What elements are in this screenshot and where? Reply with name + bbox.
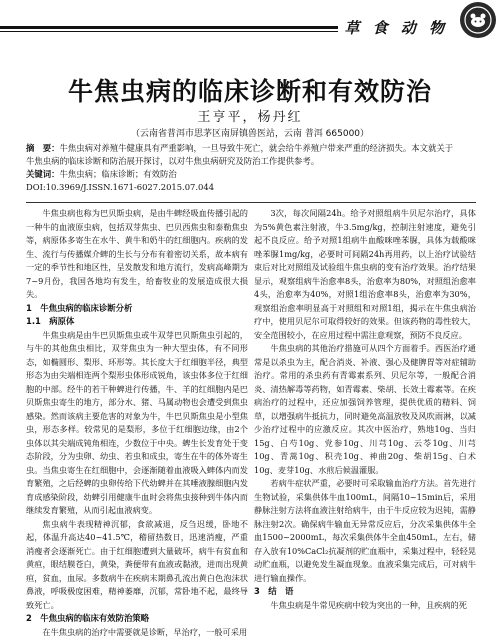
abstract-block bbox=[26, 142, 476, 194]
abstract-text-2: 牛焦虫病的临床诊断和防治展开探讨，以对牛焦虫病研究及防治工作提供参考。 bbox=[26, 156, 319, 166]
body-paragraph: 焦虫病牛表现精神沉郁，食欲减退，反刍迟缓，卧地不起，体温升高达40~41.5℃，稽留热数日，迅速消瘦，严重消瘦者会逐渐死亡。由于红细胞遭到大量破坏，病牛有贫血和黄疸，眼结膜苍白，黄染，粪便带有血液或黏液，进而出现黄疸，贫血，血尿。多数病牛在疾病末期鼻孔流出黄白色泡沫状鼻液，呼吸极度困难，精神萎靡，沉郁，常卧地不起，最终导致死亡。 bbox=[26, 518, 248, 613]
left-column bbox=[26, 207, 248, 548]
abstract-divider bbox=[26, 202, 476, 203]
section-heading: 3 结 语 bbox=[254, 585, 476, 599]
abstract-text-1: 牛焦虫病对养殖牛健康具有严重影响，一旦导致牛死亡，就会给牛养殖户带来严重的经济损失。本文就关于 bbox=[60, 143, 454, 153]
article-title: 牛焦虫病的临床诊断和有效防治 bbox=[0, 72, 500, 108]
abstract-label: 摘 要： bbox=[26, 143, 60, 153]
section-heading: 1.1 病原体 bbox=[26, 315, 248, 329]
abstract-line bbox=[26, 155, 476, 168]
body-paragraph: 牛焦虫病是由牛巴贝斯焦虫或牛双芽巴贝斯焦虫引起的，与牛的其他焦虫相比，双芽焦虫为一种大型虫体，有不同形态，如椭圆形、梨形、环形等。其长度大于红细胞半径，典型形态为由尖端相连两个梨形虫体形成锐角，该虫体多位于红细胞的中部。经牛的若干种蜱进行传播，牛、羊的红细胞内是巴贝斯焦虫寄生的地方，部分水、猪、马属动物也会遭受到焦虫感染。然而该病主要危害的对象为牛，牛巴贝斯焦虫是小型焦虫，形态多样。较常见的是梨形，多位于红细胞边缘，由2个虫体以其尖端成钝角相连，少数位于中央。蜱生长发育处于变态阶段，分为虫卵、幼虫、若虫和成虫，寄生在牛的体外寄生虫。当焦虫寄生在红细胞中，会逐渐随着血液吸入蜱体内而发育繁殖，之后经蜱的虫卵传给下代幼蜱并在其唾液腺细胞内发育成感染阶段，幼蜱引用健康牛血时会将焦虫接种到牛体内而继续发育繁殖，从而引起血液病变。 bbox=[26, 329, 248, 518]
keywords-text: 牛焦虫病；临床诊断；有效防治 bbox=[60, 169, 177, 179]
keywords-label: 关键词： bbox=[26, 169, 60, 179]
section-heading: 1 牛焦虫病的临床诊断分析 bbox=[26, 302, 248, 316]
article-affiliation: （云南省普洱市思茅区南屏镇兽医站，云南 普洱 665000） bbox=[0, 126, 500, 139]
section-name: 草 食 动 物 bbox=[338, 17, 454, 38]
body-paragraph: 牛焦虫病是牛常见疾病中较为突出的一种，且疾病的死 bbox=[254, 599, 476, 613]
keywords-line bbox=[26, 168, 476, 181]
body-paragraph: 牛焦虫病的其他治疗措施可从四个方面着手。西医治疗通常是以杀虫为主，配合消炎、补液、强心及健脾胃等对症辅助治疗。常用的杀虫药有青霉素系列、贝尼尔等，一般配合消炎、清热解毒等药物，如青霉素、柴胡、长效土霉素等。在疾病治疗的过程中，还应加强饲养管理，提供优质的精料、饲草，以增强病牛抵抗力，同时避免高温放牧及风吹雨淋，以减少治疗过程中的应激反应。其次中医治疗，熟地10g、当归15g、白芍10g、党参10g、川芎10g、云苓10g、川芎10g、青蒿10g、积壳10g、神曲20g、柴胡15g、白术10g、麦芽10g、水煎后候温灌服。 bbox=[254, 342, 476, 477]
body-paragraph: 在牛焦虫病的治疗中需要就是诊断，早治疗，一般可采用 bbox=[26, 626, 248, 639]
abstract-line bbox=[26, 142, 476, 155]
body-paragraph: 牛焦虫病也称为巴贝斯虫病，是由牛蜱经吸血传播引起的一种牛的血液原虫病，包括双芽焦虫、巴贝西焦虫和泰勒焦虫等，病原体多寄生在水牛、黄牛和奶牛的红细胞内。疾病的发生、流行与传播媒介蜱的生长与分布有着密切关系，故本病有一定的季节性和地区性，呈发散发和地方流行，发病高峰期为7~9月份，我国各地均有发生，给畜牧业的发展造成很大损失。 bbox=[26, 207, 248, 302]
doi-line: DOI:10.3969/J.ISSN.1671-6027.2015.07.044 bbox=[26, 181, 476, 194]
journal-header bbox=[0, 0, 500, 42]
right-column bbox=[254, 207, 476, 548]
section-heading: 2 牛焦虫病的临床有效防治策略 bbox=[26, 612, 248, 626]
livestock-emblem-icon bbox=[460, 2, 496, 38]
body-paragraph: 3次，每次间隔24h。给予对照组病牛贝尼尔治疗，具体为5%黄色素注射液，牛3.5mg/kg，控制注射速度，避免引起不良反应。给予对照1组病牛血酸咪唑苯脲，具体为载酸咪唑苯脲1mg/kg，必要时可间隔24h再用药，以上治疗试验结束后对比对照组及试验组牛焦虫病的变有治疗效果。治疗结果显示，观察组病牛治愈率8头，治愈率为80%，对照组治愈率4头，治愈率为40%，对照1组治愈率8头，治愈率为30%，观察组治愈率明显高于对照组和对照1组，揭示在牛焦虫病治疗中，使用贝尼尔可取得较好的效果。但该药物的毒性较大，安全范围较小，在应用过程中需注意观察，预防不良反应。 bbox=[254, 207, 476, 342]
article-authors: 王亨平，杨丹红 bbox=[0, 106, 500, 125]
body-paragraph: 若病牛症状严重，必要时可采取输血治疗方法。首先进行生物试验，采集供体牛血100mL，间隔10~15min后，采用静脉注射方法将血液注射给病牛，由于牛反应较为迟钝，需静脉注射2次。确保病牛输血无异常反应后，分次采集供体牛全血1500~2000mL，每次采集供体牛全血450mL，左右，储存入放有10%CaCl₂抗凝剂的贮血瓶中，采集过程中，轻轻晃动贮血瓶，以避免发生凝血现象。血液采集完成后，可对病牛进行输血操作。 bbox=[254, 477, 476, 585]
